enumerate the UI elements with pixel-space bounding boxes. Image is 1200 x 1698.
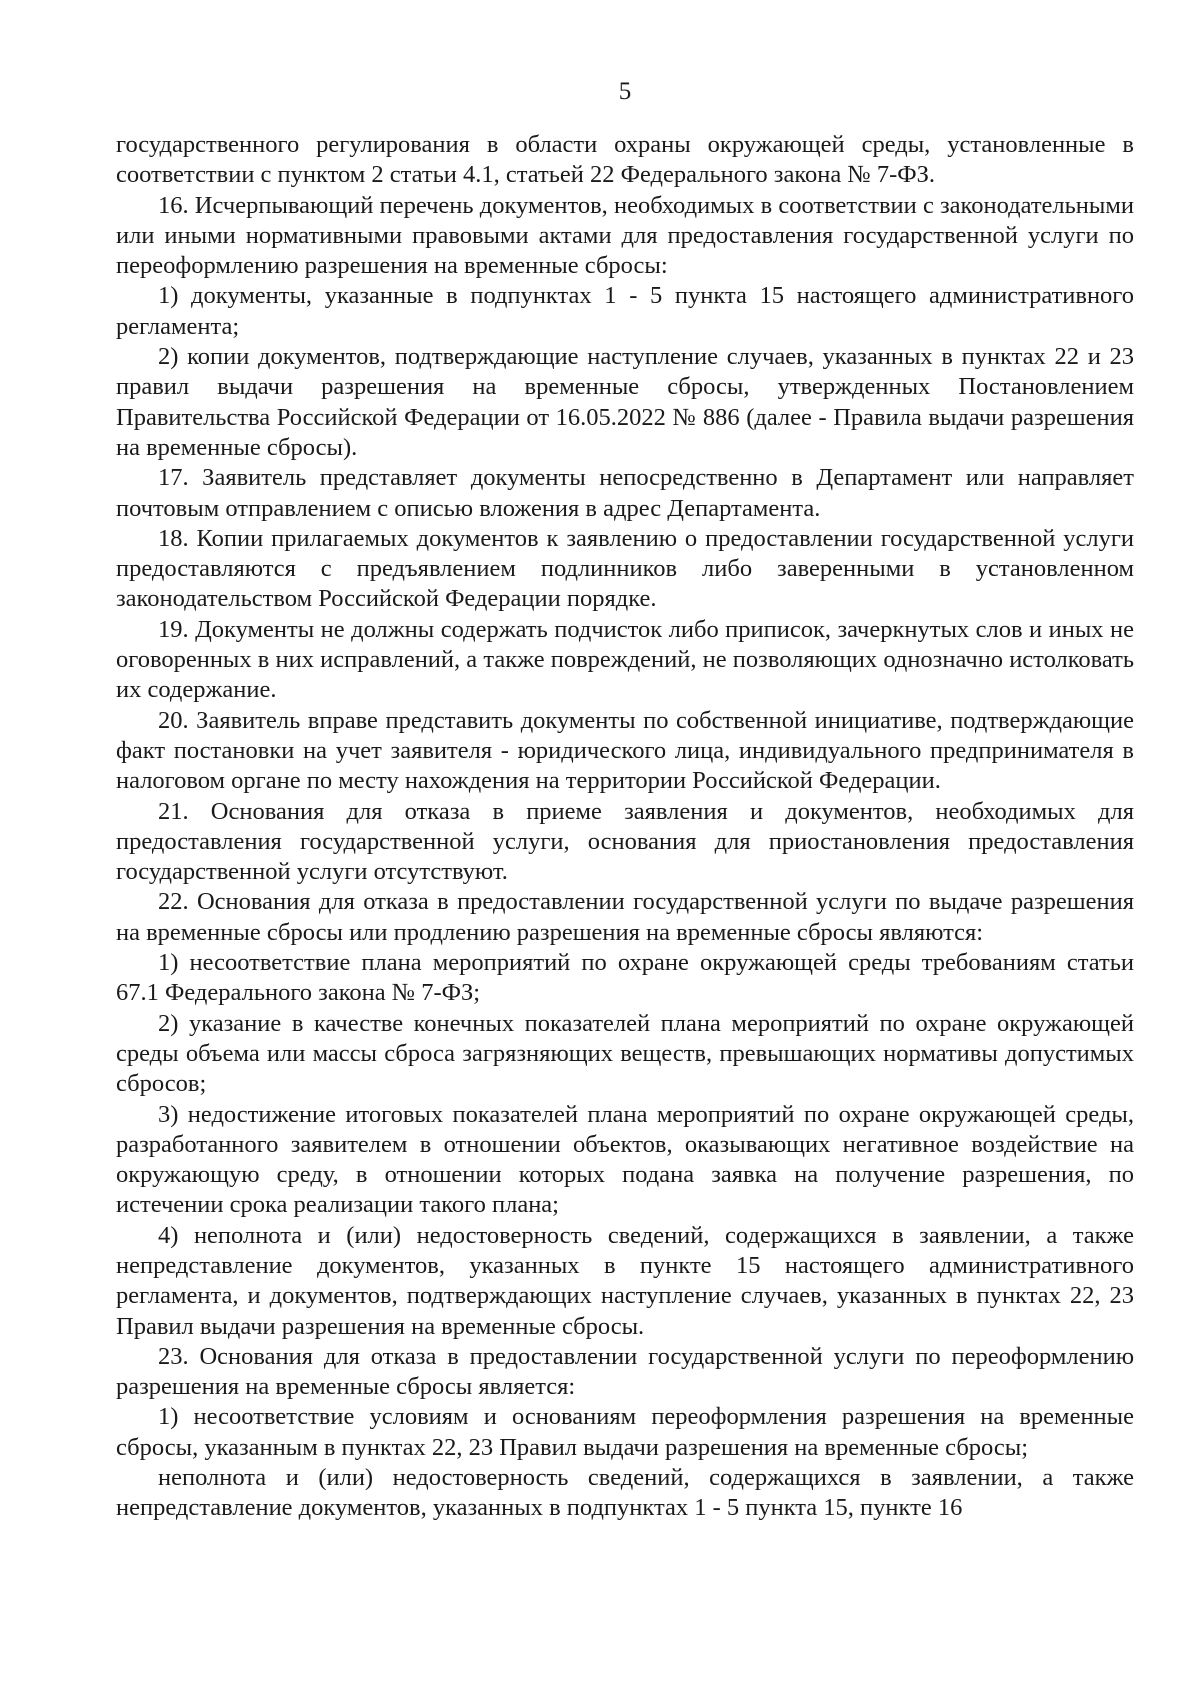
paragraph-22-item-3: 3) недостижение итоговых показателей плана мероприятий по охране окружающей среды, разработанного заявителем в отношении объектов, оказывающих негативное воздействие на окружающую среду, в отношении которых подана заявка на получение разрешения, по истечении срока реализации такого плана; — [116, 1100, 1134, 1219]
page-number: 5 — [618, 78, 632, 105]
paragraph-18: 18. Копии прилагаемых документов к заявлению о предоставлении государственной услуги предоставляются с предъявлением подлинников либо заверенными в установленном законодательством Российской Федерации порядке. — [116, 524, 1134, 613]
paragraph-16-item-2: 2) копии документов, подтверждающие наступление случаев, указанных в пунктах 22 и 23 правил выдачи разрешения на временные сбросы, утвержденных Постановлением Правительства Российской Федерации от 16.05.2022 № 886 (далее - Правила выдачи разрешения на временные сбросы). — [116, 343, 1134, 461]
paragraph-17: 17. Заявитель представляет документы непосредственно в Департамент или направляет почтовым отправлением с описью вложения в адрес Департамента. — [116, 464, 1134, 522]
paragraph-23-item-1: 1) несоответствие условиям и основаниям переоформления разрешения на временные сбросы, указанным в пунктах 22, 23 Правил выдачи разрешения на временные сбросы; — [116, 1403, 1134, 1461]
paragraph-21: 21. Основания для отказа в приеме заявления и документов, необходимых для предоставления государственной услуги, основания для приостановления предоставления государственной услуги отсутствуют. — [116, 797, 1134, 886]
paragraph-22-item-1: 1) несоответствие плана мероприятий по охране окружающей среды требованиям статьи 67.1 Федерального закона № 7-ФЗ; — [116, 949, 1134, 1007]
paragraph-20: 20. Заявитель вправе представить документы по собственной инициативе, подтверждающие факт постановки на учет заявителя - юридического лица, индивидуального предпринимателя в налоговом органе по месту нахождения на территории Российской Федерации. — [116, 706, 1134, 795]
paragraph-16: 16. Исчерпывающий перечень документов, необходимых в соответствии с законодательными или иными нормативными правовыми актами для предоставления государственной услуги по переоформлению разрешения на временные сбросы: — [116, 191, 1134, 280]
paragraph-continuation: государственного регулирования в области охраны окружающей среды, установленные в соответствии с пунктом 2 статьи 4.1, статьей 22 Федерального закона № 7-ФЗ. — [116, 131, 1134, 189]
paragraph-22-item-4: 4) неполнота и (или) недостоверность сведений, содержащихся в заявлении, а также непредставление документов, указанных в пункте 15 настоящего административного регламента, и документов, подтверждающих наступление случаев, указанных в пунктах 22, 23 Правил выдачи разрешения на временные сбросы. — [116, 1221, 1134, 1340]
paragraph-22-item-2: 2) указание в качестве конечных показателей плана мероприятий по охране окружающей среды объема или массы сброса загрязняющих веществ, превышающих нормативы допустимых сбросов; — [116, 1009, 1134, 1098]
paragraph-23-item-2: неполнота и (или) недостоверность сведений, содержащихся в заявлении, а также непредставление документов, указанных в подпунктах 1 - 5 пункта 15, пункте 16 — [116, 1464, 1134, 1522]
document-page — [116, 70, 1134, 1524]
paragraph-19: 19. Документы не должны содержать подчисток либо приписок, зачеркнутых слов и иных не оговоренных в них исправлений, а также повреждений, не позволяющих однозначно истолковать их содержание. — [116, 615, 1134, 704]
paragraph-23: 23. Основания для отказа в предоставлении государственной услуги по переоформлению разрешения на временные сбросы является: — [116, 1342, 1134, 1401]
document-body — [116, 130, 1134, 1524]
paragraph-16-item-1: 1) документы, указанные в подпунктах 1 - 5 пункта 15 настоящего административного регламента; — [116, 282, 1134, 340]
paragraph-22: 22. Основания для отказа в предоставлении государственной услуги по выдаче разрешения на временные сбросы или продлению разрешения на временные сбросы являются: — [116, 888, 1134, 946]
